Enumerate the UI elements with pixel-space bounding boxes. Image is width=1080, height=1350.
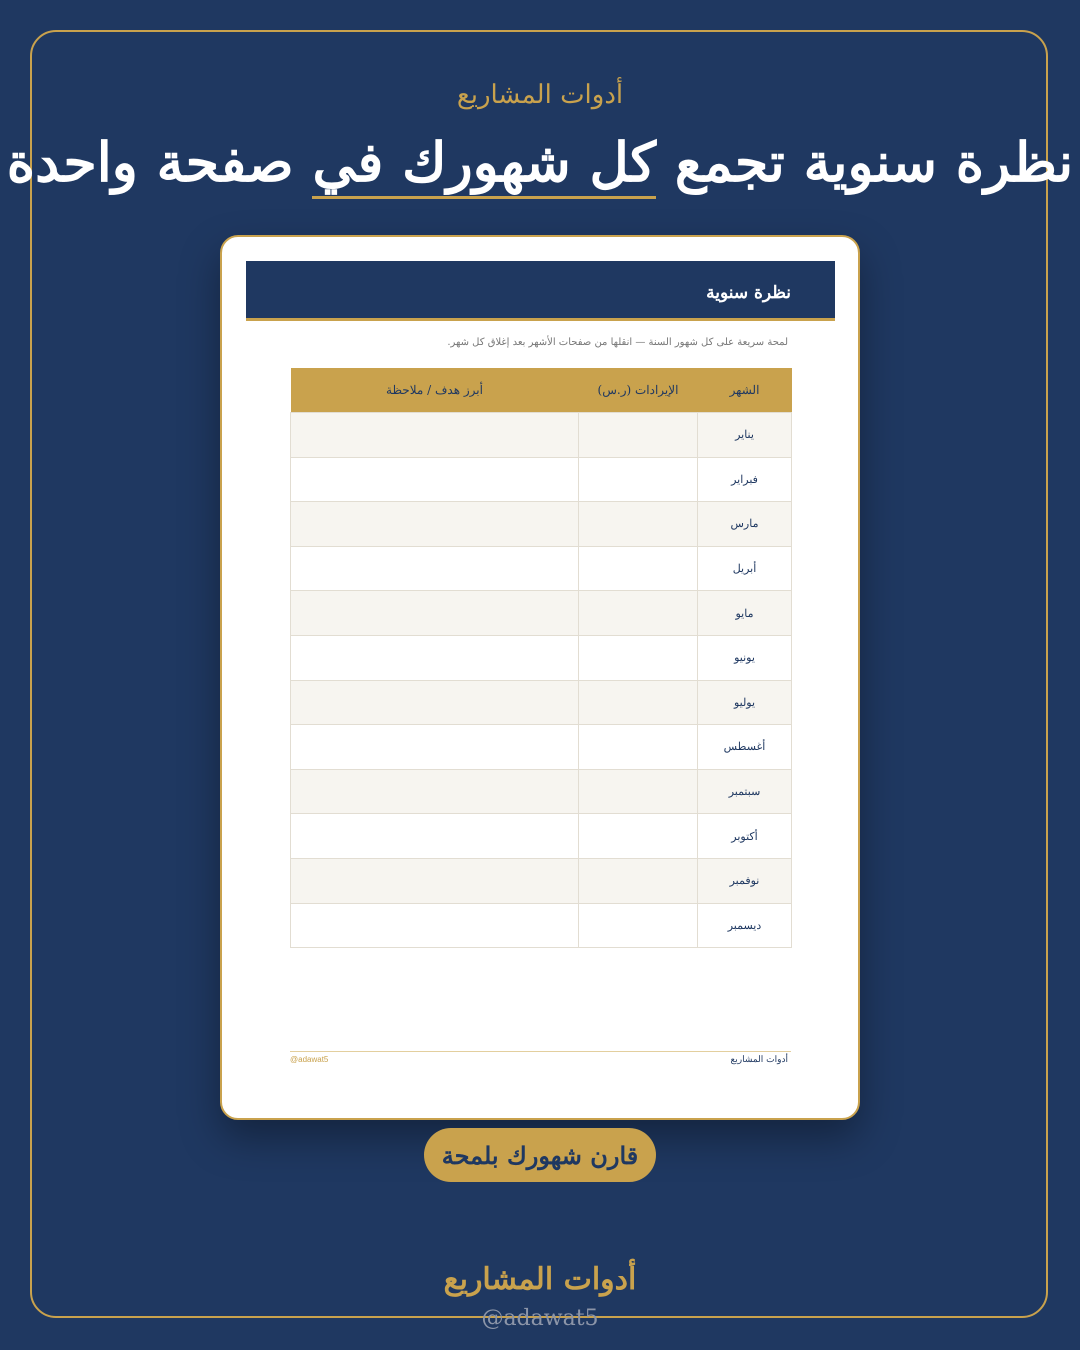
table-row <box>291 635 792 680</box>
table-row <box>291 725 792 770</box>
table-row <box>291 546 792 591</box>
month-cell: سبتمبر <box>698 769 792 814</box>
note-cell[interactable] <box>291 903 579 948</box>
document-title: نظرة سنوية <box>706 283 791 303</box>
note-cell[interactable] <box>291 591 579 636</box>
revenue-cell[interactable] <box>579 457 698 502</box>
revenue-cell[interactable] <box>579 858 698 903</box>
table-row <box>291 502 792 547</box>
note-cell[interactable] <box>291 725 579 770</box>
column-header-month: الشهر <box>698 368 792 413</box>
note-cell[interactable] <box>291 814 579 859</box>
brand-name-bottom: أدوات المشاريع <box>443 1262 637 1297</box>
month-cell: فبراير <box>698 457 792 502</box>
table-row <box>291 591 792 636</box>
document-footer-handle: @adawat5 <box>290 1055 329 1064</box>
document-header <box>246 261 835 321</box>
month-cell: يونيو <box>698 635 792 680</box>
cta-button[interactable]: قارن شهورك بلمحة <box>424 1128 656 1182</box>
table-row <box>291 457 792 502</box>
revenue-cell[interactable] <box>579 725 698 770</box>
headline-part-1: نظرة سنوية تجمع <box>656 130 1074 194</box>
revenue-cell[interactable] <box>579 502 698 547</box>
revenue-cell[interactable] <box>579 591 698 636</box>
note-cell[interactable] <box>291 769 579 814</box>
note-cell[interactable] <box>291 680 579 725</box>
table-row <box>291 903 792 948</box>
month-cell: نوفمبر <box>698 858 792 903</box>
revenue-cell[interactable] <box>579 546 698 591</box>
table-header-row <box>291 368 792 413</box>
table-row <box>291 769 792 814</box>
document-footer-brand: أدوات المشاريع <box>730 1055 788 1065</box>
table-row <box>291 413 792 458</box>
month-cell: ديسمبر <box>698 903 792 948</box>
social-handle: @adawat5 <box>481 1306 599 1331</box>
revenue-cell[interactable] <box>579 413 698 458</box>
month-cell: أغسطس <box>698 725 792 770</box>
month-cell: مارس <box>698 502 792 547</box>
month-cell: مايو <box>698 591 792 636</box>
revenue-cell[interactable] <box>579 635 698 680</box>
document-preview-card <box>220 235 860 1120</box>
headline-part-2: صفحة واحدة <box>6 130 313 194</box>
note-cell[interactable] <box>291 457 579 502</box>
headline <box>0 130 1080 194</box>
month-cell: يناير <box>698 413 792 458</box>
note-cell[interactable] <box>291 635 579 680</box>
table-row <box>291 680 792 725</box>
month-cell: أكتوبر <box>698 814 792 859</box>
yearly-overview-table <box>290 368 792 948</box>
table-row <box>291 858 792 903</box>
brand-name-top: أدوات المشاريع <box>456 80 624 110</box>
note-cell[interactable] <box>291 502 579 547</box>
month-cell: يوليو <box>698 680 792 725</box>
revenue-cell[interactable] <box>579 903 698 948</box>
month-cell: أبريل <box>698 546 792 591</box>
note-cell[interactable] <box>291 546 579 591</box>
column-header-note: أبرز هدف / ملاحظة <box>291 368 579 413</box>
note-cell[interactable] <box>291 413 579 458</box>
table-row <box>291 814 792 859</box>
note-cell[interactable] <box>291 858 579 903</box>
headline-highlight: كل شهورك في <box>312 130 656 199</box>
document-footer-divider <box>290 1051 791 1052</box>
column-header-revenue: الإيرادات (ر.س) <box>579 368 698 413</box>
revenue-cell[interactable] <box>579 814 698 859</box>
revenue-cell[interactable] <box>579 769 698 814</box>
document-subtitle: لمحة سريعة على كل شهور السنة — انقلها من صفحات الأشهر بعد إغلاق كل شهر. <box>447 337 788 348</box>
revenue-cell[interactable] <box>579 680 698 725</box>
